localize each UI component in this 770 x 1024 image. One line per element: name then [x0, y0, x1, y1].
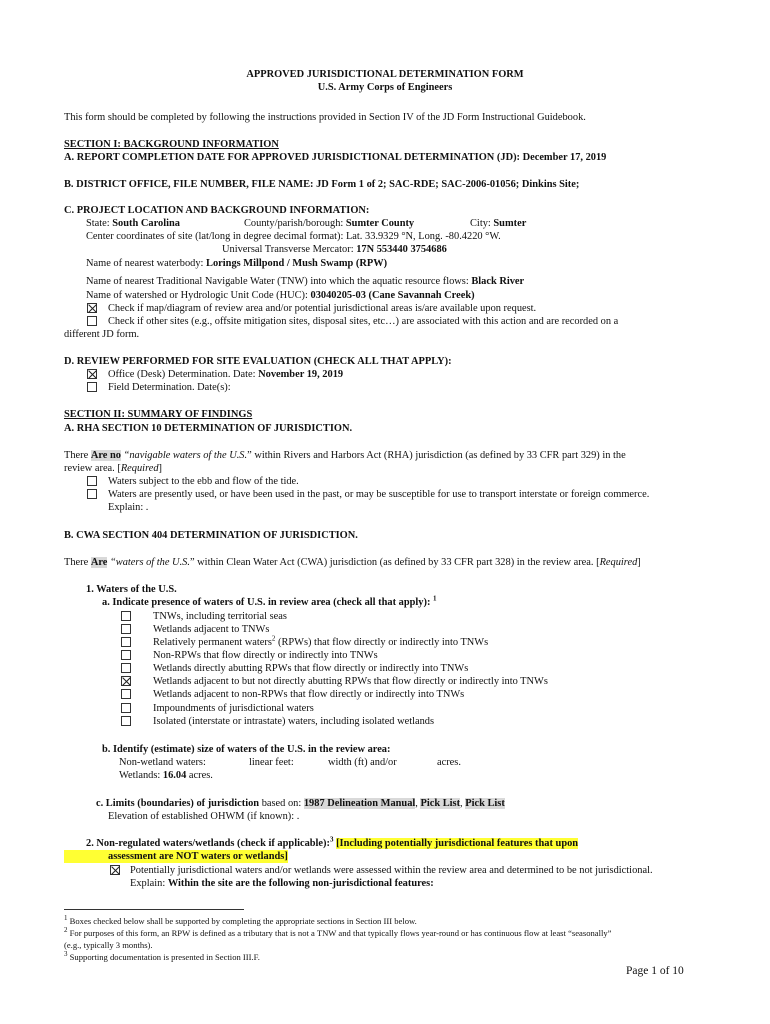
- map-available-checkbox[interactable]: [87, 303, 97, 313]
- waters-item-checkbox[interactable]: [121, 703, 131, 713]
- tidal-waters-label: Waters subject to the ebb and flow of the tide.: [108, 476, 299, 487]
- waters-item-label: Impoundments of jurisdictional waters: [153, 703, 314, 714]
- waters-item-checkbox[interactable]: [121, 663, 131, 673]
- section2-heading: SECTION II: SUMMARY OF FINDINGS: [64, 409, 253, 420]
- rha-are-dropdown[interactable]: Are no: [90, 450, 121, 461]
- tidal-waters-checkbox[interactable]: [87, 476, 97, 486]
- nonjurisdictional-label: Potentially jurisdictional waters and/or wetlands were assessed within the review area and determined to be not jurisdictional.: [130, 865, 653, 876]
- nonjurisdictional-checkbox[interactable]: [110, 865, 120, 875]
- huc-line: Name of watershed or Hydrologic Unit Code (HUC): 03040205-03 (Cane Savannah Creek): [86, 290, 475, 301]
- wetlands-line: Wetlands: 16.04 acres.: [119, 770, 213, 781]
- pick-list-dropdown-2[interactable]: Pick List: [465, 798, 505, 809]
- state-value: South Carolina: [112, 218, 180, 229]
- other-sites-label: Check if other sites (e.g., offsite mitigation sites, disposal sites, etc…) are associated with this action and are recorded on a: [108, 316, 619, 327]
- waters-b-heading: b. Identify (estimate) size of waters of the U.S. in the review area:: [102, 744, 391, 755]
- commerce-waters-label: Waters are presently used, or have been used in the past, or may be susceptible for use to transport interstate or foreign commerce.: [108, 489, 650, 500]
- form-title: APPROVED JURISDICTIONAL DETERMINATION FORM: [246, 69, 524, 80]
- waters-item-checkbox[interactable]: [121, 689, 131, 699]
- other-sites-checkbox[interactable]: [87, 316, 97, 326]
- office-determination-checkbox[interactable]: [87, 369, 97, 379]
- section1-c-heading: C. PROJECT LOCATION AND BACKGROUND INFORMATION:: [64, 205, 370, 216]
- waters-item-checkbox[interactable]: [121, 716, 131, 726]
- waters-item-label: Isolated (interstate or intrastate) waters, including isolated wetlands: [153, 716, 435, 727]
- acres-label: acres.: [437, 757, 461, 768]
- field-determination-checkbox[interactable]: [87, 382, 97, 392]
- rha-explain: Explain: .: [108, 502, 149, 513]
- city-value: Sumter: [493, 218, 527, 229]
- limits-line: c. Limits (boundaries) of jurisdiction based on: 1987 Delineation Manual, Pick List, Pick List: [96, 798, 505, 809]
- intro-text: This form should be completed by following the instructions provided in Section IV of the JD Form Instructional Guidebook.: [64, 112, 586, 123]
- page-number: Page 1 of 10: [626, 965, 684, 977]
- tnw-line: Name of nearest Traditional Navigable Water (TNW) into which the aquatic resource flows: Black River: [86, 276, 525, 287]
- waters-item-checkbox[interactable]: [121, 611, 131, 621]
- footnote-2: $^2$ For purposes of this form, an RPW is defined as a tributary that is not a TNW and that typically flows year-round or has continuous flow at least “seasonally”: [64, 926, 612, 938]
- rha-statement: There Are no “navigable waters of the U.S.” within Rivers and Harbors Act (RHA) jurisdiction (as defined by 33 CFR part 329) in the: [64, 450, 626, 461]
- city-line: City: Sumter: [470, 218, 527, 229]
- waters-item-label: TNWs, including territorial seas: [153, 611, 287, 622]
- county-value: Sumter County: [345, 218, 415, 229]
- waters-item-label: Wetlands directly abutting RPWs that flow directly or indirectly into TNWs: [153, 663, 469, 674]
- utm-line: Universal Transverse Mercator: 17N 553440 3754686: [222, 244, 447, 255]
- tnw-value: Black River: [471, 276, 525, 287]
- section2-b-heading: B. CWA SECTION 404 DETERMINATION OF JURISDICTION.: [64, 530, 358, 541]
- waters-item-checkbox[interactable]: [121, 650, 131, 660]
- nonregulated-highlight-cont: assessment are NOT waters or wetlands]: [64, 850, 288, 863]
- waters-item-checkbox[interactable]: [121, 637, 131, 647]
- section2-a-heading: A. RHA SECTION 10 DETERMINATION OF JURISDICTION.: [64, 423, 353, 434]
- coordinates-line: Center coordinates of site (lat/long in degree decimal format): Lat. 33.9329 °N, Long. -80.4220 °W.: [86, 231, 501, 242]
- waters-a-heading: a. Indicate presence of waters of U.S. in review area (check all that apply): $^1$: [102, 594, 437, 608]
- utm-value: 17N 553440 3754686: [356, 244, 447, 255]
- nonwetland-label: Non-wetland waters:: [119, 757, 206, 768]
- section1-b: B. DISTRICT OFFICE, FILE NUMBER, FILE NAME: JD Form 1 of 2; SAC-RDE; SAC-2006-01056; Dinkins Site;: [64, 179, 580, 190]
- huc-value: 03040205-03 (Cane Savannah Creek): [310, 290, 475, 301]
- section1-d-heading: D. REVIEW PERFORMED FOR SITE EVALUATION (CHECK ALL THAT APPLY):: [64, 356, 452, 367]
- waters-item-checkbox-checked[interactable]: [121, 676, 131, 686]
- ohwm-line: Elevation of established OHWM (if known): .: [108, 811, 300, 822]
- waters-item-label: Non-RPWs that flow directly or indirectly into TNWs: [153, 650, 378, 661]
- section1-heading: SECTION I: BACKGROUND INFORMATION: [64, 139, 279, 150]
- county-line: County/parish/borough: Sumter County: [244, 218, 415, 229]
- linear-feet-label: linear feet:: [249, 757, 294, 768]
- section1-a: A. REPORT COMPLETION DATE FOR APPROVED JURISDICTIONAL DETERMINATION (JD): December 17, 2019: [64, 152, 607, 163]
- pick-list-dropdown-1[interactable]: Pick List: [420, 798, 461, 809]
- wetlands-acreage: 16.04: [162, 770, 187, 781]
- waters-item-checkbox[interactable]: [121, 624, 131, 634]
- nonregulated-line: 2. Non-regulated waters/wetlands (check if applicable):$^3$ [Including potentially jurisdictional features that upon: [86, 835, 579, 849]
- waterbody-value: Lorings Millpond / Mush Swamp (RPW): [206, 258, 388, 269]
- nonjurisdictional-explain: Explain: Within the site are the following non-jurisdictional features:: [130, 878, 434, 889]
- waters-heading: 1. Waters of the U.S.: [86, 584, 177, 595]
- waters-item-label: Wetlands adjacent to non-RPWs that flow directly or indirectly into TNWs: [153, 689, 465, 700]
- footnote-2-cont: (e.g., typically 3 months).: [64, 940, 153, 950]
- delineation-manual-dropdown[interactable]: 1987 Delineation Manual: [303, 798, 416, 809]
- nonregulated-highlight: [Including potentially jurisdictional features that upon: [336, 838, 579, 849]
- state-line: State: South Carolina: [86, 218, 180, 229]
- form-subtitle: U.S. Army Corps of Engineers: [317, 82, 453, 93]
- waters-item-label: Relatively permanent waters$^2$ (RPWs) that flow directly or indirectly into TNWs: [153, 634, 489, 648]
- office-date: November 19, 2019: [258, 369, 344, 380]
- office-determination-line: Office (Desk) Determination. Date: November 19, 2019: [108, 369, 344, 380]
- commerce-waters-checkbox[interactable]: [87, 489, 97, 499]
- rha-statement-cont: review area. [Required]: [64, 463, 162, 474]
- map-available-label: Check if map/diagram of review area and/or potential jurisdictional areas is/are available upon request.: [108, 303, 537, 314]
- other-sites-label-cont: different JD form.: [64, 329, 140, 340]
- field-determination-label: Field Determination. Date(s):: [108, 382, 231, 393]
- footnote-1: $^1$ Boxes checked below shall be supported by completing the appropriate sections in Section III below.: [64, 914, 417, 926]
- footnote-3: $^3$ Supporting documentation is presented in Section III.F.: [64, 950, 260, 962]
- waters-item-label: Wetlands adjacent to TNWs: [153, 624, 270, 635]
- waterbody-line: Name of nearest waterbody: Lorings Millpond / Mush Swamp (RPW): [86, 258, 388, 269]
- cwa-are-dropdown[interactable]: Are: [90, 557, 108, 568]
- footnote-divider: [64, 909, 244, 910]
- waters-item-label: Wetlands adjacent to but not directly abutting RPWs that flow directly or indirectly into TNWs: [153, 676, 548, 687]
- width-label: width (ft) and/or: [328, 757, 397, 768]
- cwa-statement: There Are “waters of the U.S.” within Clean Water Act (CWA) jurisdiction (as defined by 33 CFR part 328) in the review area. [Required]: [64, 557, 641, 568]
